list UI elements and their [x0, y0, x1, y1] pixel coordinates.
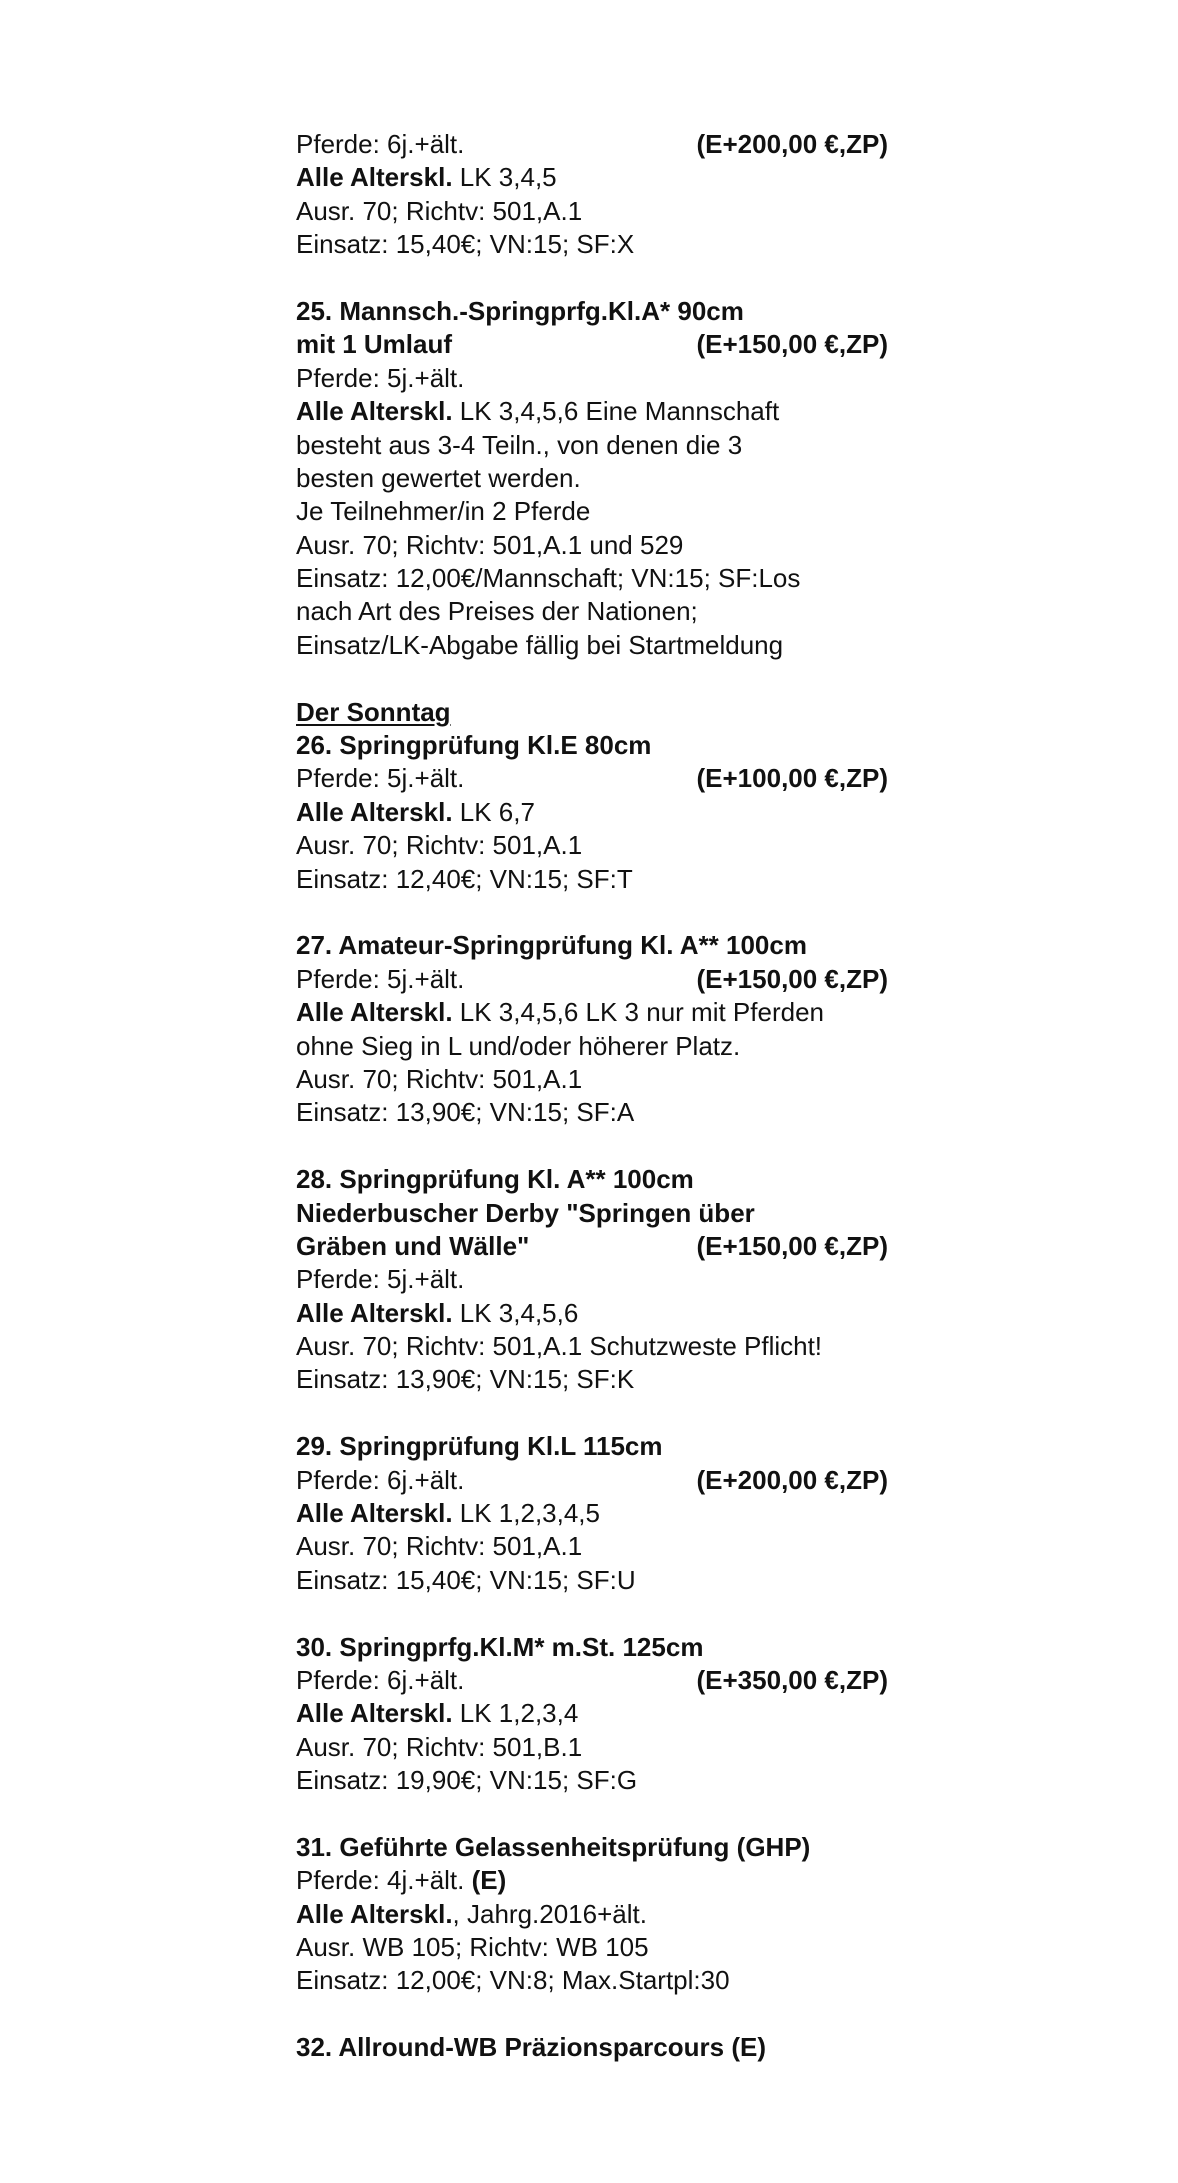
note-line: besten gewertet werden. — [296, 462, 581, 493]
competition-31 — [296, 1831, 888, 1998]
spacer — [296, 1798, 888, 1831]
age-class-line — [296, 796, 888, 829]
fee-line: Einsatz/LK-Abgabe fällig bei Startmeldung — [296, 629, 784, 660]
prize-text: (E+350,00 €,ZP) — [696, 1664, 888, 1695]
age-class-detail: LK 3,4,5,6 LK 3 nur mit Pferden — [452, 997, 824, 1028]
rules-line: Ausr. WB 105; Richtv: WB 105 — [296, 1932, 649, 1963]
fee-line: Einsatz: 12,00€; VN:8; Max.Startpl:30 — [296, 1965, 730, 1996]
spacer — [296, 1998, 888, 2031]
rules-line: Ausr. 70; Richtv: 501,A.1 — [296, 1531, 583, 1562]
note-line: besteht aus 3-4 Teiln., von denen die 3 — [296, 429, 743, 460]
horses-line: Pferde: 5j.+ält. — [296, 1264, 465, 1295]
horses-text: Pferde: 6j.+ält. — [296, 1664, 465, 1695]
competition-30 — [296, 1631, 888, 1798]
horses-text: Pferde: 5j.+ält. — [296, 963, 465, 994]
rules-line: Ausr. 70; Richtv: 501,A.1 — [296, 830, 583, 861]
fee-line: Einsatz: 13,90€; VN:15; SF:K — [296, 1364, 635, 1395]
competition-title: 28. Springprüfung Kl. A** 100cm — [296, 1164, 694, 1195]
age-class-detail: LK 1,2,3,4,5 — [452, 1498, 600, 1529]
competition-28 — [296, 1163, 888, 1397]
age-class-line — [296, 161, 888, 194]
day-heading: Der Sonntag — [296, 696, 451, 727]
rules-line: Ausr. 70; Richtv: 501,A.1 und 529 — [296, 529, 684, 560]
age-class-label: Alle Alterskl. — [296, 1498, 453, 1529]
prize-text: (E+200,00 €,ZP) — [696, 1464, 888, 1495]
competition-title: 31. Geführte Gelassenheitsprüfung (GHP) — [296, 1831, 811, 1862]
fee-line: Einsatz: 15,40€; VN:15; SF:U — [296, 1564, 636, 1595]
horses-line — [296, 1464, 888, 1497]
spacer — [296, 1397, 888, 1430]
prize-text: (E+150,00 €,ZP) — [696, 329, 888, 360]
fee-line: Einsatz: 13,90€; VN:15; SF:A — [296, 1097, 635, 1128]
age-class-label: Alle Alterskl. — [296, 1898, 453, 1929]
spacer — [296, 1130, 888, 1163]
age-class-detail: LK 3,4,5,6 — [452, 1297, 579, 1328]
competition-title: 29. Springprüfung Kl.L 115cm — [296, 1431, 663, 1462]
note-line: ohne Sieg in L und/oder höherer Platz. — [296, 1030, 741, 1061]
horses-line — [296, 1664, 888, 1697]
age-class-detail: LK 3,4,5,6 Eine Mannschaft — [452, 396, 780, 427]
rules-line: Ausr. 70; Richtv: 501,A.1 — [296, 195, 583, 226]
age-class-detail: LK 1,2,3,4 — [452, 1698, 579, 1729]
note-line: Je Teilnehmer/in 2 Pferde — [296, 496, 591, 527]
document-page — [296, 128, 888, 2065]
spacer — [296, 662, 888, 695]
age-class-line — [296, 1297, 888, 1330]
competition-title: 32. Allround-WB Präzionsparcours (E) — [296, 2032, 766, 2063]
age-class-line — [296, 1697, 888, 1730]
rules-line: Ausr. 70; Richtv: 501,A.1 — [296, 1063, 583, 1094]
age-class-label: Alle Alterskl. — [296, 1698, 453, 1729]
age-class-label: Alle Alterskl. — [296, 1297, 453, 1328]
horses-line — [296, 128, 888, 161]
competition-29 — [296, 1430, 888, 1597]
spacer — [296, 896, 888, 929]
spacer — [296, 262, 888, 295]
horses-line — [296, 762, 888, 795]
age-class-line — [296, 1497, 888, 1530]
fee-line: Einsatz: 19,90€; VN:15; SF:G — [296, 1765, 638, 1796]
competition-title: 27. Amateur-Springprüfung Kl. A** 100cm — [296, 930, 807, 961]
prize-text: (E+200,00 €,ZP) — [696, 129, 888, 159]
competition-32 — [296, 2031, 888, 2064]
age-class-detail: LK 6,7 — [452, 796, 535, 827]
competition-title-line-3 — [296, 1230, 888, 1263]
fee-line: nach Art des Preises der Nationen; — [296, 596, 698, 627]
horses-text: Pferde: 6j.+ält. — [296, 1464, 465, 1495]
fee-line: Einsatz: 15,40€; VN:15; SF:X — [296, 229, 635, 260]
spacer — [296, 1597, 888, 1630]
competition-title-line-2 — [296, 328, 888, 361]
competition-27 — [296, 929, 888, 1129]
competition-title-cont: mit 1 Umlauf — [296, 329, 453, 360]
competition-title: 25. Mannsch.-Springprfg.Kl.A* 90cm — [296, 295, 744, 326]
competition-25 — [296, 295, 888, 662]
prize-text: (E+100,00 €,ZP) — [696, 763, 888, 794]
rules-line: Ausr. 70; Richtv: 501,A.1 Schutzweste Pflicht! — [296, 1331, 823, 1362]
age-class-line — [296, 1898, 888, 1931]
age-class-line — [296, 996, 888, 1029]
horses-text: Pferde: 4j.+ält. — [296, 1865, 472, 1896]
fee-line: Einsatz: 12,40€; VN:15; SF:T — [296, 863, 633, 894]
age-class-label: Alle Alterskl. — [296, 997, 453, 1028]
entry-level-tag: (E) — [471, 1865, 507, 1896]
prize-text: (E+150,00 €,ZP) — [696, 963, 888, 994]
horses-line — [296, 1864, 888, 1897]
competition-title: 26. Springprüfung Kl.E 80cm — [296, 730, 652, 761]
prize-text: (E+150,00 €,ZP) — [696, 1230, 888, 1261]
age-class-line — [296, 395, 888, 428]
age-class-label: Alle Alterskl. — [296, 396, 453, 427]
horses-text: Pferde: 6j.+ält. — [296, 129, 465, 159]
horses-line — [296, 963, 888, 996]
age-class-detail: LK 3,4,5 — [452, 162, 557, 193]
fee-line: Einsatz: 12,00€/Mannschaft; VN:15; SF:Los — [296, 563, 801, 594]
competition-title-cont: Niederbuscher Derby "Springen über — [296, 1197, 755, 1228]
age-class-label: Alle Alterskl. — [296, 796, 453, 827]
age-class-detail: , Jahrg.2016+ält. — [452, 1898, 647, 1929]
rules-line: Ausr. 70; Richtv: 501,B.1 — [296, 1731, 583, 1762]
competition-title-cont: Gräben und Wälle" — [296, 1230, 530, 1261]
competition-block-continued — [296, 128, 888, 262]
horses-line: Pferde: 5j.+ält. — [296, 362, 465, 393]
competition-title: 30. Springprfg.Kl.M* m.St. 125cm — [296, 1631, 704, 1662]
horses-text: Pferde: 5j.+ält. — [296, 763, 465, 794]
age-class-label: Alle Alterskl. — [296, 162, 453, 193]
competition-26 — [296, 729, 888, 896]
